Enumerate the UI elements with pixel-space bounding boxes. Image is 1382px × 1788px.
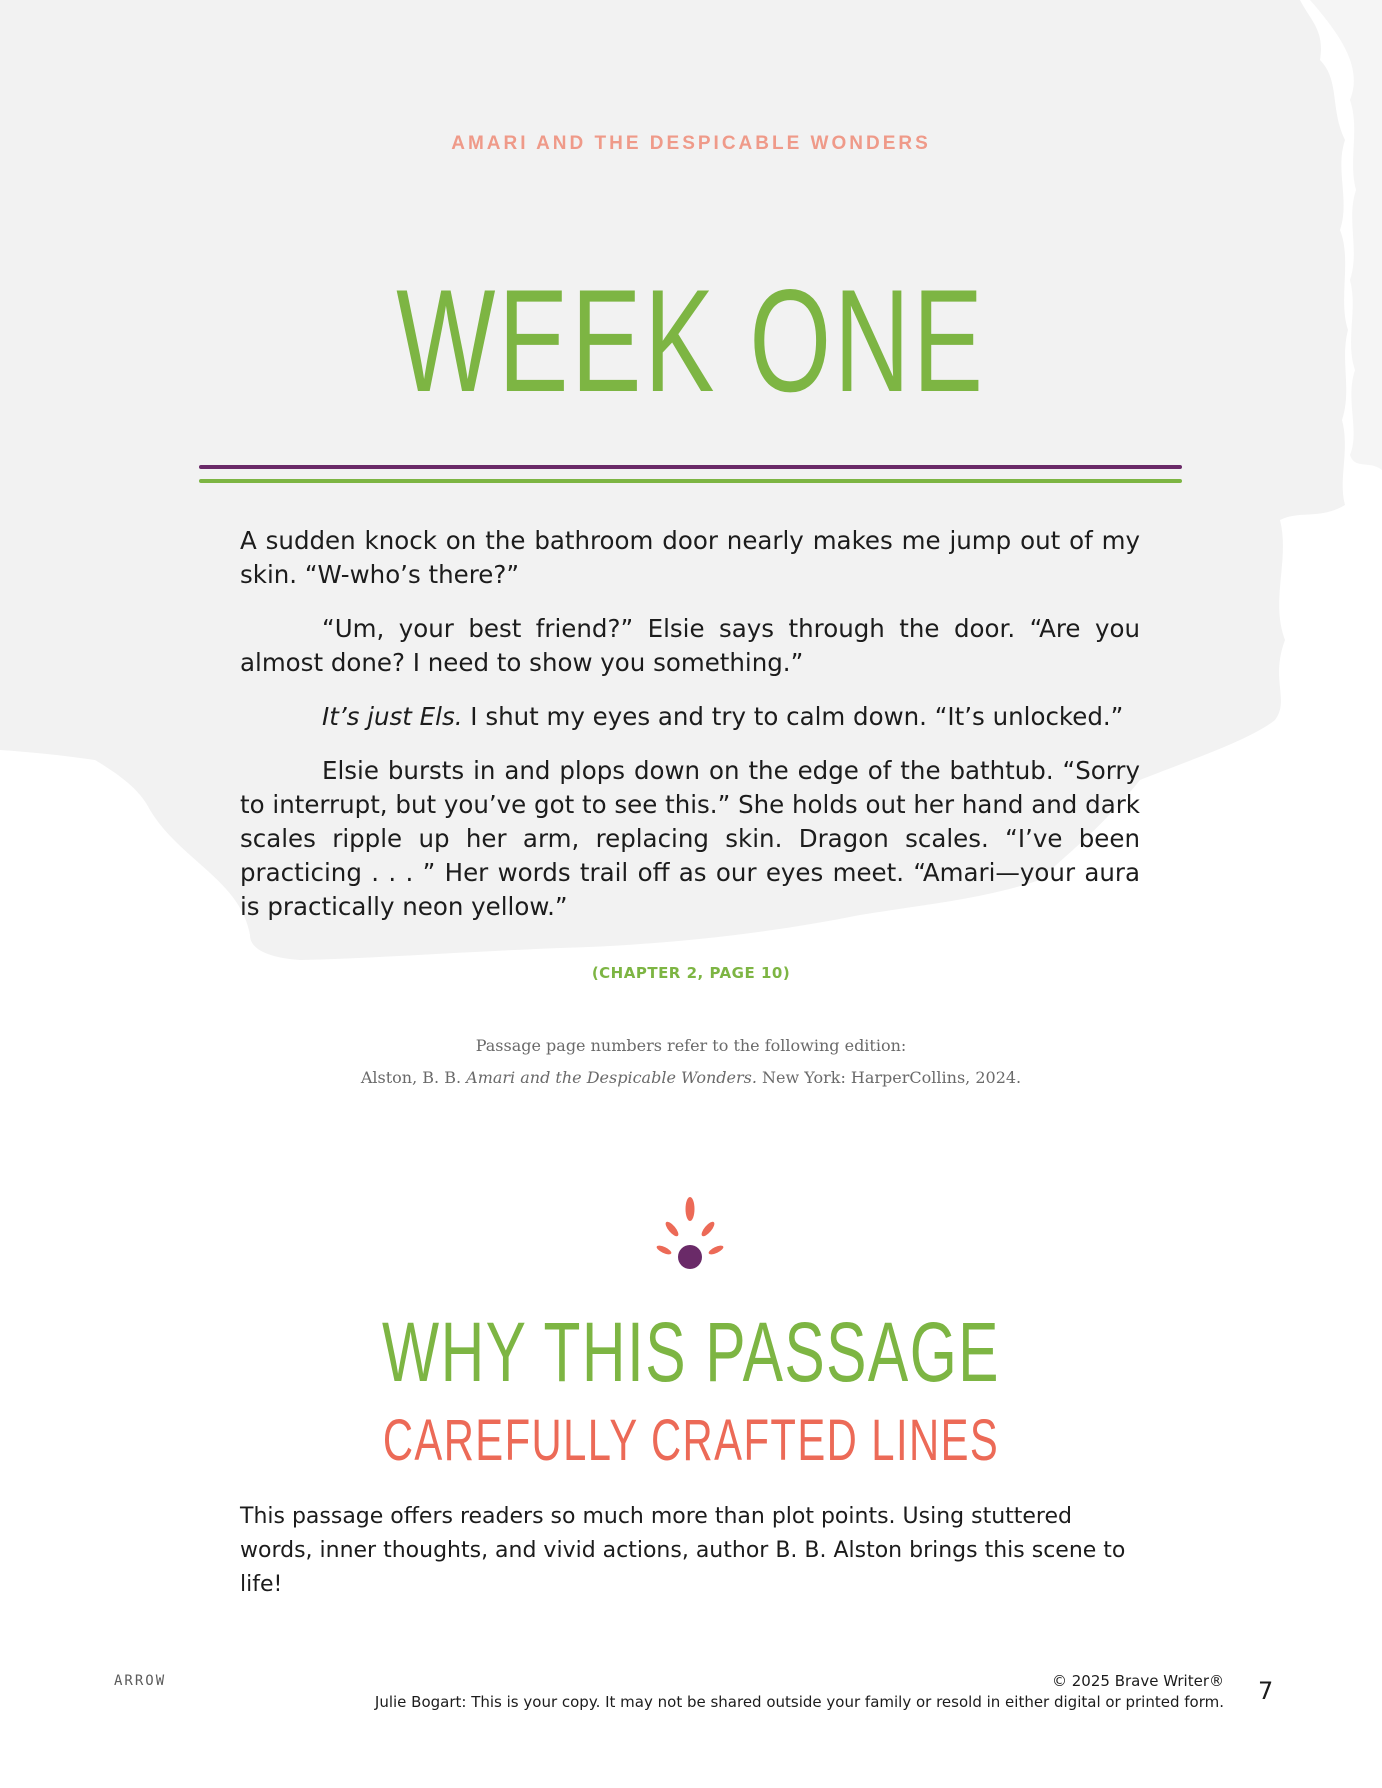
why-this-passage-heading: WHY THIS PASSAGE [382, 1305, 1000, 1399]
passage-excerpt [240, 524, 1140, 944]
week-title: WEEK ONE [396, 259, 986, 422]
why-this-passage-body: This passage offers readers so much more than plot points. Using stuttered words, inner thoughts, and vivid actions, author B. B. Alston brings this scene to life! [240, 1504, 1126, 1597]
purple-divider-line [199, 465, 1182, 469]
passage-paragraph: A sudden knock on the bathroom door nearly makes me jump out of my skin. “W-who’s there?” [240, 526, 1140, 589]
edition-note-line1: Passage page numbers refer to the following edition: [475, 1036, 907, 1055]
passage-paragraph: Elsie bursts in and plops down on the edge of the bathtub. “Sorry to interrupt, but you’ve got to see this.” She holds out her hand and dark scales ripple up her arm, replacing skin. Dragon scales. “I’ve been practicing . . . ” Her words trail off as our eyes meet. “Amari—your aura is practically neon yellow.” [240, 756, 1140, 921]
edition-author: Alston, B. B. [360, 1068, 467, 1087]
passage-paragraph [240, 700, 1140, 734]
edition-book-title: Amari and the Despicable Wonders. [466, 1068, 757, 1087]
edition-note-line2 [0, 1062, 1382, 1094]
footer-arrow-label: ARROW [114, 1673, 167, 1689]
inner-thought-italic: It’s just Els. [322, 702, 463, 731]
footer-license-notice: Julie Bogart: This is your copy. It may not be shared outside your family or resold in either digital or printed form. [374, 1693, 1224, 1711]
page-number: 7 [1258, 1677, 1274, 1705]
edition-publisher: New York: HarperCollins, 2024. [756, 1068, 1022, 1087]
passage-paragraph-text: I shut my eyes and try to calm down. “It’s unlocked.” [462, 702, 1124, 731]
burst-ornament-icon [650, 1195, 730, 1275]
chapter-citation: (CHAPTER 2, PAGE 10) [591, 964, 791, 982]
edition-note [0, 1030, 1382, 1094]
green-divider-line [199, 479, 1182, 483]
footer-copyright: © 2025 Brave Writer® [1051, 1672, 1224, 1690]
passage-paragraph: “Um, your best friend?” Elsie says through the door. “Are you almost done? I need to show you something.” [240, 614, 1140, 677]
why-this-passage-subheading: CAREFULLY CRAFTED LINES [382, 1408, 1000, 1473]
book-title-header: AMARI AND THE DESPICABLE WONDERS [451, 133, 931, 154]
